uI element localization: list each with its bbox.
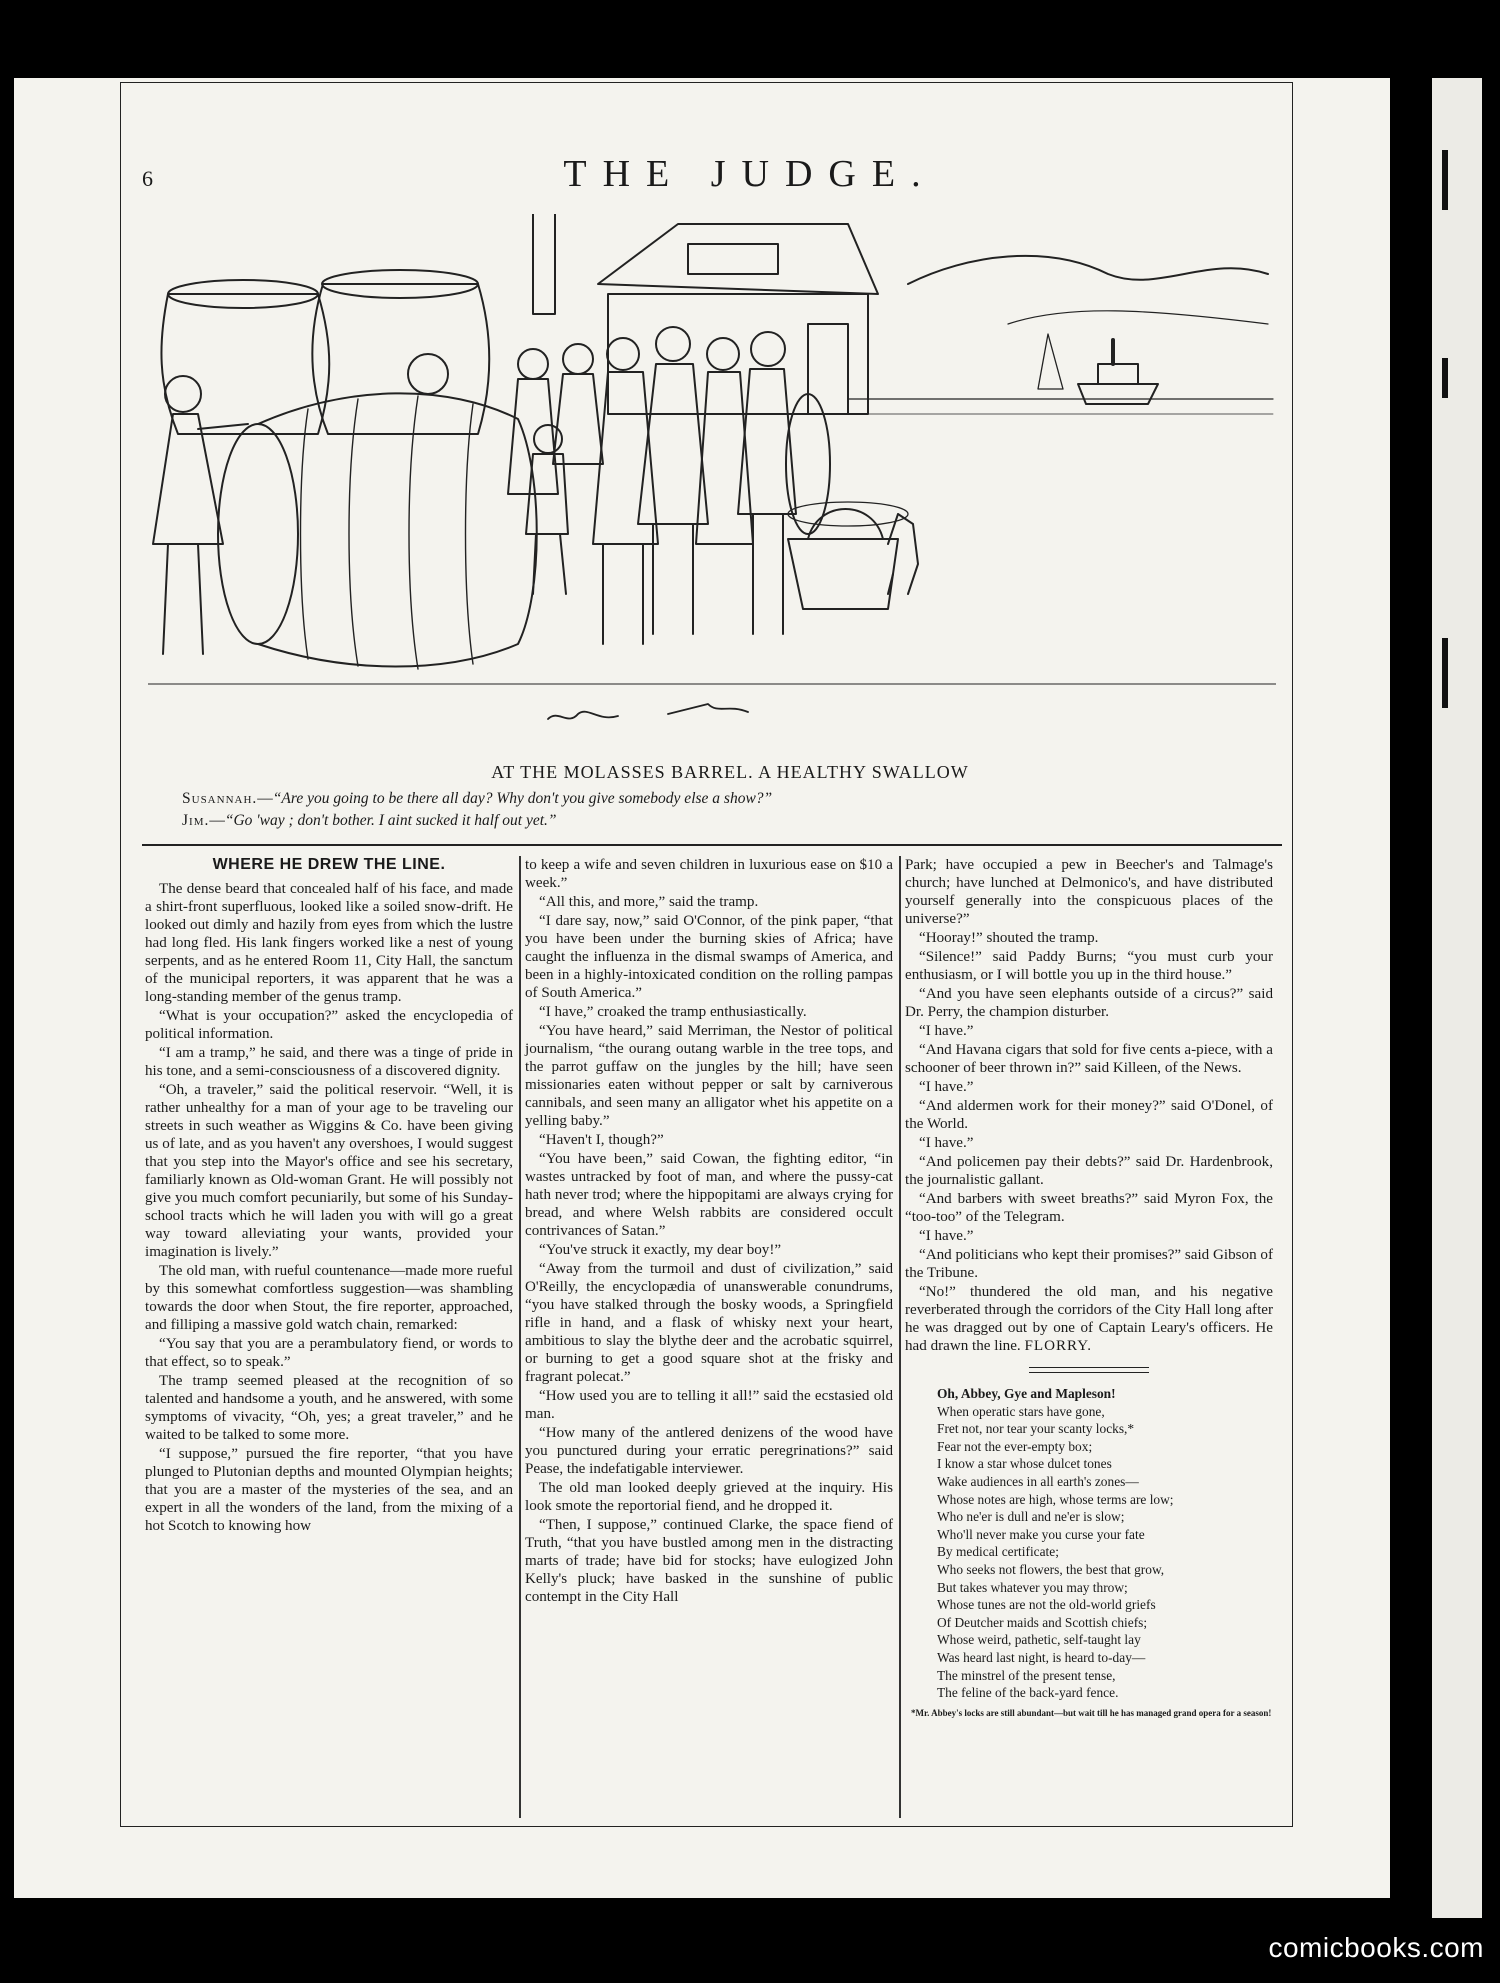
adjacent-page-edge — [1432, 78, 1482, 1918]
article-paragraph: The dense beard that concealed half of his face, and made a shirt-front superfluous, looked like a soiled snow-drift. He looked out dimly and hazily from eyes from which the lustre had long fled. His lank fingers worked like a nest of young serpents, and as he entered Room 11, City Hall, the sanctum of the municipal reporters, it was apparent that he was a long-standing member of the genus tramp. — [145, 881, 513, 1005]
shed-roof — [598, 224, 878, 294]
article-paragraph: to keep a wife and seven children in luxurious ease on $10 a week.” — [525, 857, 893, 891]
page-number: 6 — [142, 166, 153, 191]
barrel-cartoon-illustration — [148, 214, 1276, 754]
hill-line — [1008, 311, 1268, 324]
article-paragraph: “And Havana cigars that sold for five cents a-piece, with a schooner of beer thrown in?” said Killeen, of the News. — [905, 1042, 1273, 1076]
article-paragraph: The tramp seemed pleased at the recognition of so talented and handsome a youth, and he answered, with some symptoms of vivacity, “Oh, yes; a great traveler,” and he waited to be talked to some more. — [145, 1373, 513, 1443]
author-signoff: FLORRY. — [1024, 1338, 1093, 1354]
article-paragraph: “Silence!” said Paddy Burns; “you must curb your enthusiasm, or I will bottle you up in the third house.” — [905, 949, 1273, 983]
article-paragraph: “How used you are to telling it all!” said the ecstasied old man. — [525, 1388, 893, 1422]
poem-line: Who seeks not flowers, the best that grow, — [937, 1561, 1165, 1577]
poem-line: I know a star whose dulcet tones — [937, 1456, 1112, 1472]
jim-line: “Go 'way ; don't bother. I aint sucked it half out yet.” — [224, 812, 557, 829]
article-title: WHERE HE DREW THE LINE. — [212, 856, 446, 873]
susannah-line: “Are you going to be there all day? Why don't you give somebody else a show?” — [272, 790, 773, 807]
article-paragraph: “I have.” — [919, 1079, 974, 1095]
poem — [905, 1385, 1273, 1702]
article-paragraph: “You've struck it exactly, my dear boy!” — [539, 1242, 782, 1258]
poem-line: Whose tunes are not the old-world griefs — [937, 1597, 1156, 1613]
background-barrel — [312, 284, 489, 434]
article-paragraph: “I suppose,” pursued the fire reporter, “that you have plunged to Plutonian depths and mounted Olympian heights; that you are a master of the mysteries of the sea, and an expert in all the wonders of the land, from the mixing of a hot Scotch to knowing how — [145, 1446, 513, 1534]
article-paragraph: “Away from the turmoil and dust of civilization,” said O'Reilly, the encyclopædia of unanswerable conundrums, “you have stalked through the bosky woods, a Springfield rifle in hand, and a flask of whisky next your heart, ambitious to slay the blythe deer and the acrobatic squirrel, or burning to get a good square shot at the frisky and fragrant polecat.” — [525, 1261, 893, 1385]
article-paragraph: “Hooray!” shouted the tramp. — [919, 930, 1099, 946]
dialogue-line-susannah: Susannah.—“Are you going to be there all day? Why don't you give somebody else a show?” — [182, 790, 773, 807]
shed-sign — [688, 244, 778, 274]
article-paragraph: The old man looked deeply grieved at the inquiry. His look smote the reportorial fiend, and he dropped it. — [525, 1480, 893, 1514]
steamboat-cabin — [1098, 364, 1138, 384]
article-paragraph: “You have been,” said Cowan, the fighting editor, “in wastes untracked by foot of man, and where the pussy-cat hath never trod; where the hippopitami are always crying for bread, and where Welsh rabbits are considered occult contrivances of Satan.” — [525, 1151, 893, 1239]
poem-line: The minstrel of the present tense, — [937, 1667, 1116, 1683]
poem-line: Fear not the ever-empty box; — [937, 1438, 1093, 1454]
masthead: THE JUDGE. — [563, 153, 937, 195]
column-separator — [899, 856, 901, 1818]
article-paragraph: “And you have seen elephants outside of a circus?” said Dr. Perry, the champion disturber. — [905, 986, 1273, 1020]
poem-line: Fret not, nor tear your scanty locks,* — [937, 1421, 1135, 1437]
cartoon-caption: AT THE MOLASSES BARREL. A HEALTHY SWALLOW — [491, 762, 969, 782]
article-paragraph: The old man, with rueful countenance—made more rueful by this somewhat comfortless suggestion—was shambling towards the door when Stout, the fire reporter, approached, and filliping a massive gold watch chain, remarked: — [145, 1263, 513, 1333]
poem-line: Whose notes are high, whose terms are low; — [937, 1491, 1174, 1507]
article-column-3 — [905, 856, 1273, 1719]
article-paragraph: “I dare say, now,” said O'Connor, of the pink paper, “that you have been under the burning skies of Africa; have caught the influenza in the dismal swamps of America, and been in a highly-intoxicated condition on the rolling pampas of South America.” — [525, 913, 893, 1001]
dialogue-line-jim: Jim.—“Go 'way ; don't bother. I aint sucked it half out yet.” — [182, 812, 557, 829]
basket — [788, 539, 898, 609]
article-paragraph: “And aldermen work for their money?” said O'Donel, of the World. — [905, 1098, 1273, 1132]
chimney — [533, 214, 555, 314]
jim-head — [408, 354, 448, 394]
article-paragraph: Park; have occupied a pew in Beecher's and Talmage's church; have lunched at Delmonico's, and have distributed yourself generally into the conspicuous places of the universe?” — [905, 857, 1273, 927]
article-paragraph: “And barbers with sweet breaths?” said Myron Fox, the “too-too” of the Telegram. — [905, 1191, 1273, 1225]
article-column-2 — [525, 856, 893, 1606]
poem-line: But takes whatever you may throw; — [937, 1579, 1128, 1595]
article-paragraph: “And policemen pay their debts?” said Dr. Hardenbrook, the journalistic gallant. — [905, 1154, 1273, 1188]
article-paragraph: “And politicians who kept their promises?” said Gibson of the Tribune. — [905, 1247, 1273, 1281]
article-paragraph: “You say that you are a perambulatory fiend, or words to that effect, so to speak.” — [145, 1336, 513, 1370]
shed-door — [808, 324, 848, 414]
article-paragraph: “I have,” croaked the tramp enthusiastically. — [539, 1004, 807, 1020]
poem-line: Who'll never make you curse your fate — [937, 1526, 1145, 1542]
speaker-jim: Jim. — [182, 812, 210, 829]
column-separator — [519, 856, 521, 1818]
susannah-head — [165, 376, 201, 412]
section-rule — [142, 844, 1282, 846]
poem-line: Wake audiences in all earth's zones— — [937, 1473, 1139, 1489]
article-paragraph: “Haven't I, though?” — [539, 1132, 664, 1148]
poem-line: Whose weird, pathetic, self-taught lay — [937, 1632, 1141, 1648]
article-paragraph: “I have.” — [919, 1023, 974, 1039]
article-paragraph: “I have.” — [919, 1228, 974, 1244]
article-paragraph: “Oh, a traveler,” said the political reservoir. “Well, it is rather unhealthy for a man of your age to be traveling our streets in such weather as Wiggins & Co. have been giving us of late, and as you haven't any overshoes, I would suggest that you step into the Mayor's office and see his secretary, familiarly known as Old-woman Grant. He will possibly not give you much comfort pecuniarily, but some of his Sunday-school tracts which he will laden you with will go a great way toward alleviating your wants, provided your imagination is lively.” — [145, 1082, 513, 1260]
article-paragraph: “You have heard,” said Merriman, the Nestor of political journalism, “the ourang outang warble in the tree tops, and the parrot guffaw on the jungles by the hill; have seen missionaries eaten without pepper or salt by carniverous cannibals, and seen many an alligator whet his appetite on a yelling baby.” — [525, 1023, 893, 1129]
article-paragraph: “Then, I suppose,” continued Clarke, the space fiend of Truth, “that you have bustled among men in the distracting marts of trade; have bid for stocks; have eulogized John Kelly's pluck; have basked in the sunshine of public contempt in the City Hall — [525, 1517, 893, 1605]
article-paragraph: “All this, and more,” said the tramp. — [539, 894, 759, 910]
article-paragraph: “I have.” — [919, 1135, 974, 1151]
speaker-susannah: Susannah. — [182, 790, 258, 807]
poem-line: The feline of the back-yard fence. — [937, 1685, 1119, 1701]
article-paragraph — [905, 1283, 1273, 1355]
poem-line: Of Deutcher maids and Scottish chiefs; — [937, 1614, 1148, 1630]
poem-line: By medical certificate; — [937, 1544, 1059, 1560]
site-watermark: comicbooks.com — [1268, 1932, 1484, 1963]
steamboat — [1078, 384, 1158, 404]
barrel-end — [218, 424, 298, 644]
article-paragraph: “I am a tramp,” he said, and there was a tinge of pride in his tone, and a semi-consciousness of a discovered dignity. — [145, 1045, 513, 1079]
article-paragraph: “How many of the antlered denizens of the wood have you punctured during your erratic peregrinations?” said Pease, the indefatigable interviewer. — [525, 1425, 893, 1477]
hill-line — [908, 256, 1268, 284]
artist-signature — [548, 704, 748, 719]
article-paragraph-text: “No!” thundered the old man, and his negative reverberated through the corridors of the City Hall long after he was dragged out by one of Captain Leary's officers. He had drawn the line. — [905, 1284, 1273, 1354]
article-column-1 — [145, 856, 513, 1535]
sailboat — [1038, 334, 1063, 389]
poem-line: Who ne'er is dull and ne'er is slow; — [937, 1509, 1125, 1525]
poem-line: Was heard last night, is heard to-day— — [937, 1649, 1146, 1665]
poem-line: Oh, Abbey, Gye and Mapleson! — [937, 1386, 1116, 1401]
children-group — [508, 327, 796, 644]
poem-divider — [1029, 1367, 1149, 1373]
poem-line: When operatic stars have gone, — [937, 1403, 1105, 1419]
poem-footnote: *Mr. Abbey's locks are still abundant—but wait till he has managed grand opera for a season! — [911, 1707, 1272, 1718]
article-paragraph: “What is your occupation?” asked the encyclopedia of political information. — [145, 1008, 513, 1042]
